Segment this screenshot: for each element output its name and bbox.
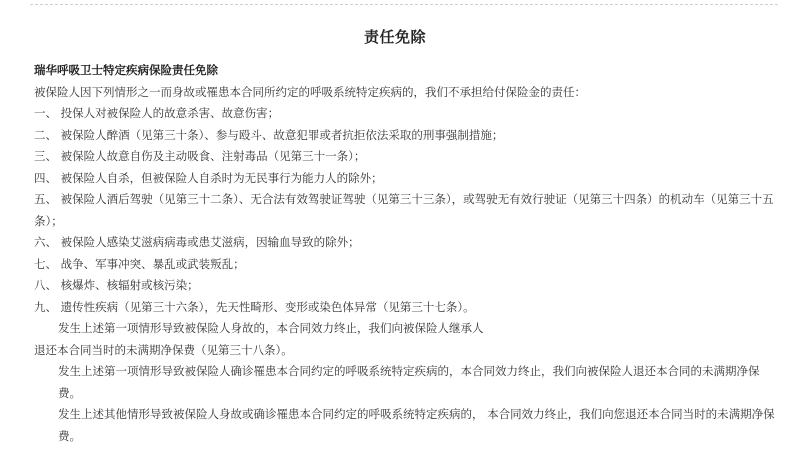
paragraph-1-line-2: 退还本合同当时的未满期净保费（见第三十八条）。 (34, 342, 293, 357)
document-body (34, 60, 779, 447)
top-divider (30, 4, 778, 5)
list-item-6: 六、 被保险人感染艾滋病病毒或患艾滋病，因输血导致的除外； (34, 235, 360, 249)
list-item-1: 一、 投保人对被保险人的故意杀害、故意伤害； (34, 106, 280, 120)
page-title: 责任免除 (363, 28, 426, 46)
intro-text: 被保险人因下列情形之一而身故或罹患本合同所约定的呼吸系统特定疾病的，我们不承担给付保险金的责任： (34, 84, 586, 99)
list-item-3: 三、 被保险人故意自伤及主动吸食、注射毒品（见第三十一条）； (34, 149, 366, 163)
list-item-5: 五、 被保险人酒后驾驶（见第三十二条）、无合法有效驾驶证驾驶（见第三十三条），或驾驶无有效行驶证（见第三十四条）的机动车（见第三十五条）； (34, 192, 774, 228)
section-subtitle: 瑞华呼吸卫士特定疾病保险责任免除 (34, 63, 218, 77)
paragraph-1-line-1: 发生上述第一项情形导致被保险人身故的，本合同效力终止，我们向被保险人继承人 (58, 321, 484, 335)
list-item-9: 九、 遗传性疾病（见第三十六条），先天性畸形、变形或染色体异常（见第三十七条）。 (34, 299, 475, 314)
list-item-8: 八、 核爆炸、核辐射或核污染； (34, 278, 199, 292)
paragraph-3: 发生上述其他情形导致被保险人身故或确诊罹患本合同约定的呼吸系统特定疾病的， 本合同效力终止，我们向您退还本合同当时的未满期净保费。 (58, 407, 775, 443)
list-item-7: 七、 战争、军事冲突、暴乱或武装叛乱； (34, 256, 245, 271)
list-item-2: 二、 被保险人醉酒（见第三十条）、参与殴斗、故意犯罪或者抗拒依法采取的刑事强制措施； (34, 127, 504, 142)
list-item-4: 四、 被保险人自杀，但被保险人自杀时为无民事行为能力人的除外； (34, 170, 383, 185)
paragraph-2: 发生上述第一项情形导致被保险人确诊罹患本合同约定的呼吸系统特定疾病的，本合同效力终止，我们向被保险人退还本合同的未满期净保费。 (58, 364, 760, 400)
